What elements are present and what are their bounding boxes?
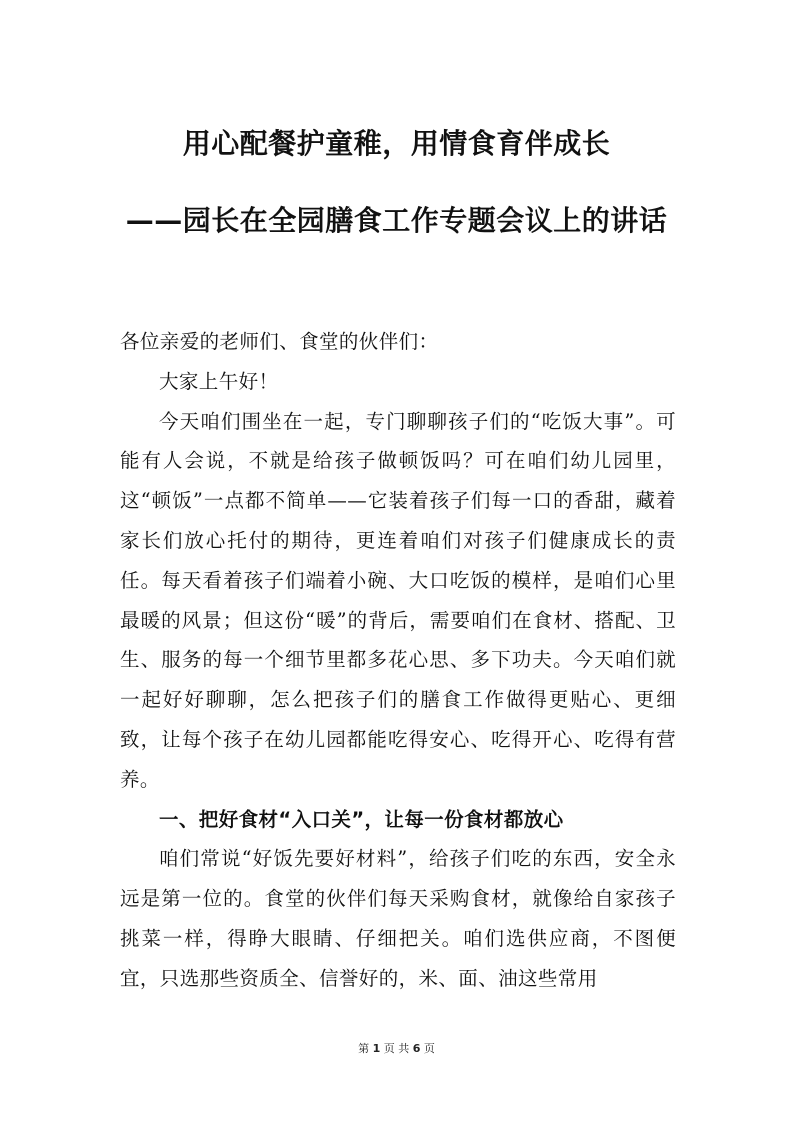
document-subtitle: ——园长在全园膳食工作专题会议上的讲话 — [125, 204, 668, 237]
paragraph-section-1: 咱们常说“好饭先要好材料”，给孩子们吃的东西，安全永远是第一位的。食堂的伙伴们每天采购食材，就像给自家孩子挑菜一样，得睁大眼睛、仔细把关。咱们选供应商，不图便宜，只选那些资质全、信誉好的，米、面、油这些常用 — [120, 847, 676, 990]
document-body — [120, 322, 676, 999]
greeting: 大家上午好！ — [159, 369, 279, 393]
salutation: 各位亲爱的老师们、食堂的伙伴们： — [120, 330, 439, 353]
paragraph-intro: 今天咱们围坐在一起，专门聊聊孩子们的“吃饭大事”。可能有人会说，不就是给孩子做顿饭吗？可在咱们幼儿园里，这“顿饭”一点都不简单——它装着孩子们每一口的香甜，藏着家长们放心托付的期待，更连着咱们对孩子们健康成长的责任。每天看着孩子们端着小碗、大口吃饭的模样，是咱们心里最暖的风景；但这份“暖”的背后，需要咱们在食材、搭配、卫生、服务的每一个细节里都多花心思、多下功夫。今天咱们就一起好好聊聊，怎么把孩子们的膳食工作做得更贴心、更细致，让每个孩子在幼儿园都能吃得安心、吃得开心、吃得有营养。 — [120, 409, 676, 791]
section-heading-1: 一、把好食材“入口关”，让每一份食材都放心 — [159, 807, 564, 831]
footer-middle: 页 共 — [383, 1042, 410, 1055]
footer-current-page: 1 — [372, 1042, 381, 1055]
footer-total-pages: 6 — [412, 1042, 421, 1055]
footer-suffix: 页 — [423, 1042, 435, 1055]
page-footer — [0, 1040, 793, 1056]
document-title: 用心配餐护童稚，用情食育伴成长 — [182, 127, 611, 160]
footer-prefix: 第 — [358, 1042, 370, 1055]
